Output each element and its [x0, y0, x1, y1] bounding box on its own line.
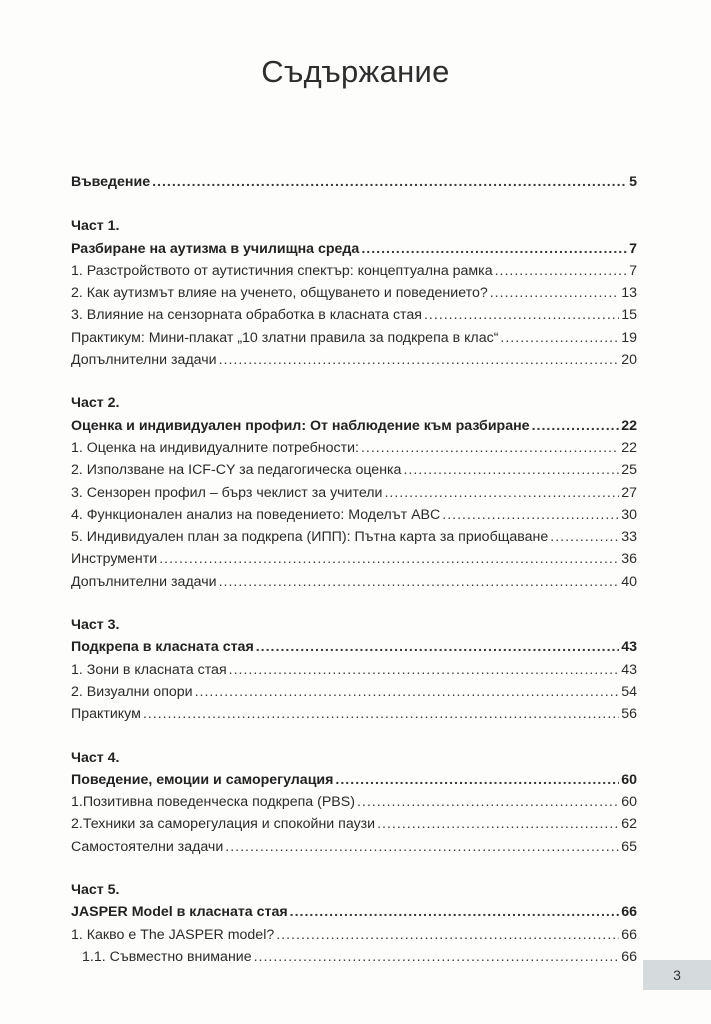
toc-entry[interactable]	[71, 482, 637, 504]
toc-entry-page: 60	[621, 794, 637, 811]
toc-entry-page: 7	[629, 262, 637, 279]
toc-part-title[interactable]	[71, 769, 637, 791]
toc-entry[interactable]	[71, 327, 637, 349]
toc-entry-page: 13	[621, 285, 637, 302]
toc-part-1	[71, 215, 637, 371]
dot-leader	[256, 636, 619, 658]
toc-entry-label: 1. Разстройството от аутистичния спектър: концептуална рамка	[71, 262, 493, 279]
toc-entry-label: Поведение, емоции и саморегулация	[71, 771, 334, 788]
toc-entry-label: 3. Сензорен профил – бърз чеклист за учители	[71, 484, 383, 501]
toc-entry-page: 30	[621, 506, 637, 523]
toc-entry-label: 1. Какво е The JASPER model?	[71, 926, 275, 943]
toc-entry-label: Допълнителни задачи	[71, 352, 217, 369]
toc-entry-label: 2. Визуални опори	[71, 683, 193, 700]
dot-leader	[335, 769, 619, 791]
toc-entry-label: 1.1. Съвместно внимание	[82, 948, 252, 965]
toc-entry[interactable]	[71, 836, 637, 858]
toc-entry[interactable]	[71, 659, 637, 681]
toc-entry-label: Разбиране на аутизма в училищна среда	[71, 240, 360, 257]
dot-leader	[225, 836, 619, 858]
toc-entry-page: 36	[621, 551, 637, 568]
toc-entry[interactable]	[71, 260, 637, 282]
toc-entry-page: 66	[621, 948, 637, 965]
toc-entry-page: 66	[621, 904, 637, 921]
toc-entry-page: 33	[621, 529, 637, 546]
toc-entry-page: 25	[621, 462, 637, 479]
dot-leader	[532, 415, 620, 437]
dot-leader	[384, 482, 619, 504]
toc-entry-page: 20	[621, 352, 637, 369]
toc-entry[interactable]	[71, 304, 637, 326]
toc-entry-label: Въведение	[71, 174, 151, 190]
part-heading: Част 2.	[71, 395, 120, 412]
dot-leader	[219, 349, 620, 371]
dot-leader	[229, 659, 620, 681]
toc-entry-page: 62	[621, 816, 637, 833]
toc-entry-label: Оценка и индивидуален профил: От наблюдение към разбиране	[71, 417, 530, 434]
toc-entry-page: 40	[621, 573, 637, 590]
dot-leader	[159, 548, 619, 570]
toc-entry[interactable]	[71, 459, 637, 481]
toc-entry-page: 43	[621, 639, 637, 656]
dot-leader	[152, 171, 627, 193]
page-number: 3	[673, 967, 681, 983]
toc-entry-label: 5. Индивидуален план за подкрепа (ИПП): Пътна карта за приобщаване	[71, 529, 549, 546]
dot-leader	[550, 526, 619, 548]
toc-entry-label: 2. Как аутизмът влияе на ученето, общуването и поведението?	[71, 285, 488, 302]
toc-entry-label: Самостоятелни задачи	[71, 838, 224, 855]
toc-entry-label: 3. Влияние на сензорната обработка в класната стая	[71, 307, 422, 324]
toc-entry[interactable]	[71, 504, 637, 526]
toc-entry-page: 54	[621, 683, 637, 700]
page-title: Съдържание	[261, 54, 450, 89]
toc-subentry[interactable]	[71, 946, 637, 968]
dot-leader	[377, 813, 619, 835]
dot-leader	[495, 260, 628, 282]
toc-part-title[interactable]	[71, 238, 637, 260]
dot-leader	[500, 327, 619, 349]
toc-part-3	[71, 614, 637, 725]
toc-part-title[interactable]	[71, 901, 637, 923]
dot-leader	[276, 924, 619, 946]
toc-entry-label: 4. Функционален анализ на поведението: Моделът ABC	[71, 506, 441, 523]
toc-entry-page: 43	[621, 661, 637, 678]
toc-entry[interactable]	[71, 548, 637, 570]
toc-entry-label: Практикум: Мини-плакат „10 златни правила за подкрепа в клас“	[71, 329, 499, 346]
toc-part-5	[71, 879, 637, 968]
dot-leader	[424, 304, 619, 326]
dot-leader	[219, 571, 620, 593]
toc-entry-page: 7	[629, 240, 637, 257]
toc-entry-page: 22	[621, 417, 637, 434]
toc-entry-page: 19	[621, 329, 637, 346]
toc-entry[interactable]	[71, 813, 637, 835]
part-heading: Част 5.	[71, 882, 120, 899]
dot-leader	[143, 703, 619, 725]
dot-leader	[361, 238, 627, 260]
toc-entry-label: Практикум	[71, 706, 141, 723]
toc-entry[interactable]	[71, 924, 637, 946]
part-heading: Част 1.	[71, 218, 120, 235]
toc-entry[interactable]	[71, 681, 637, 703]
dot-leader	[403, 459, 619, 481]
toc-entry-page: 27	[621, 484, 637, 501]
toc-entry[interactable]	[71, 349, 637, 371]
toc-entry[interactable]	[71, 282, 637, 304]
toc-entry-label: JASPER Model в класната стая	[71, 904, 288, 921]
toc-entry[interactable]	[71, 526, 637, 548]
toc-entry-label: 1. Оценка на индивидуалните потребности:	[71, 439, 359, 456]
toc-entry-page: 56	[621, 706, 637, 723]
dot-leader	[254, 946, 620, 968]
toc-entry[interactable]	[71, 437, 637, 459]
toc-entry[interactable]	[71, 571, 637, 593]
toc-entry-page: 22	[621, 439, 637, 456]
toc-part-4	[71, 747, 637, 858]
toc-entry-label: 1.Позитивна поведенческа подкрепа (PBS)	[71, 794, 355, 811]
toc-entry-page: 60	[621, 771, 637, 788]
toc-part-title[interactable]	[71, 636, 637, 658]
toc-entry-label: Подкрепа в класната стая	[71, 639, 254, 656]
toc-entry-intro[interactable]	[71, 171, 637, 193]
toc-part-title[interactable]	[71, 415, 637, 437]
toc-entry-label: 2.Техники за саморегулация и спокойни паузи	[71, 816, 376, 833]
dot-leader	[442, 504, 619, 526]
toc-entry-page: 5	[629, 174, 637, 190]
dot-leader	[357, 791, 619, 813]
table-of-contents	[71, 171, 637, 968]
toc-part-2	[71, 392, 637, 593]
toc-entry-page: 65	[621, 838, 637, 855]
toc-entry[interactable]	[71, 791, 637, 813]
toc-entry-label: Инструменти	[71, 551, 158, 568]
dot-leader	[361, 437, 619, 459]
toc-entry-page: 15	[621, 307, 637, 324]
page-number-badge	[643, 960, 711, 990]
toc-entry[interactable]	[71, 703, 637, 725]
part-heading: Част 4.	[71, 749, 120, 766]
toc-entry-label: Допълнителни задачи	[71, 573, 217, 590]
dot-leader	[490, 282, 619, 304]
part-heading: Част 3.	[71, 617, 120, 634]
dot-leader	[290, 901, 620, 923]
toc-entry-label: 1. Зони в класната стая	[71, 661, 227, 678]
toc-entry-label: 2. Използване на ICF-CY за педагогическа оценка	[71, 462, 402, 479]
toc-entry-page: 66	[621, 926, 637, 943]
dot-leader	[195, 681, 620, 703]
